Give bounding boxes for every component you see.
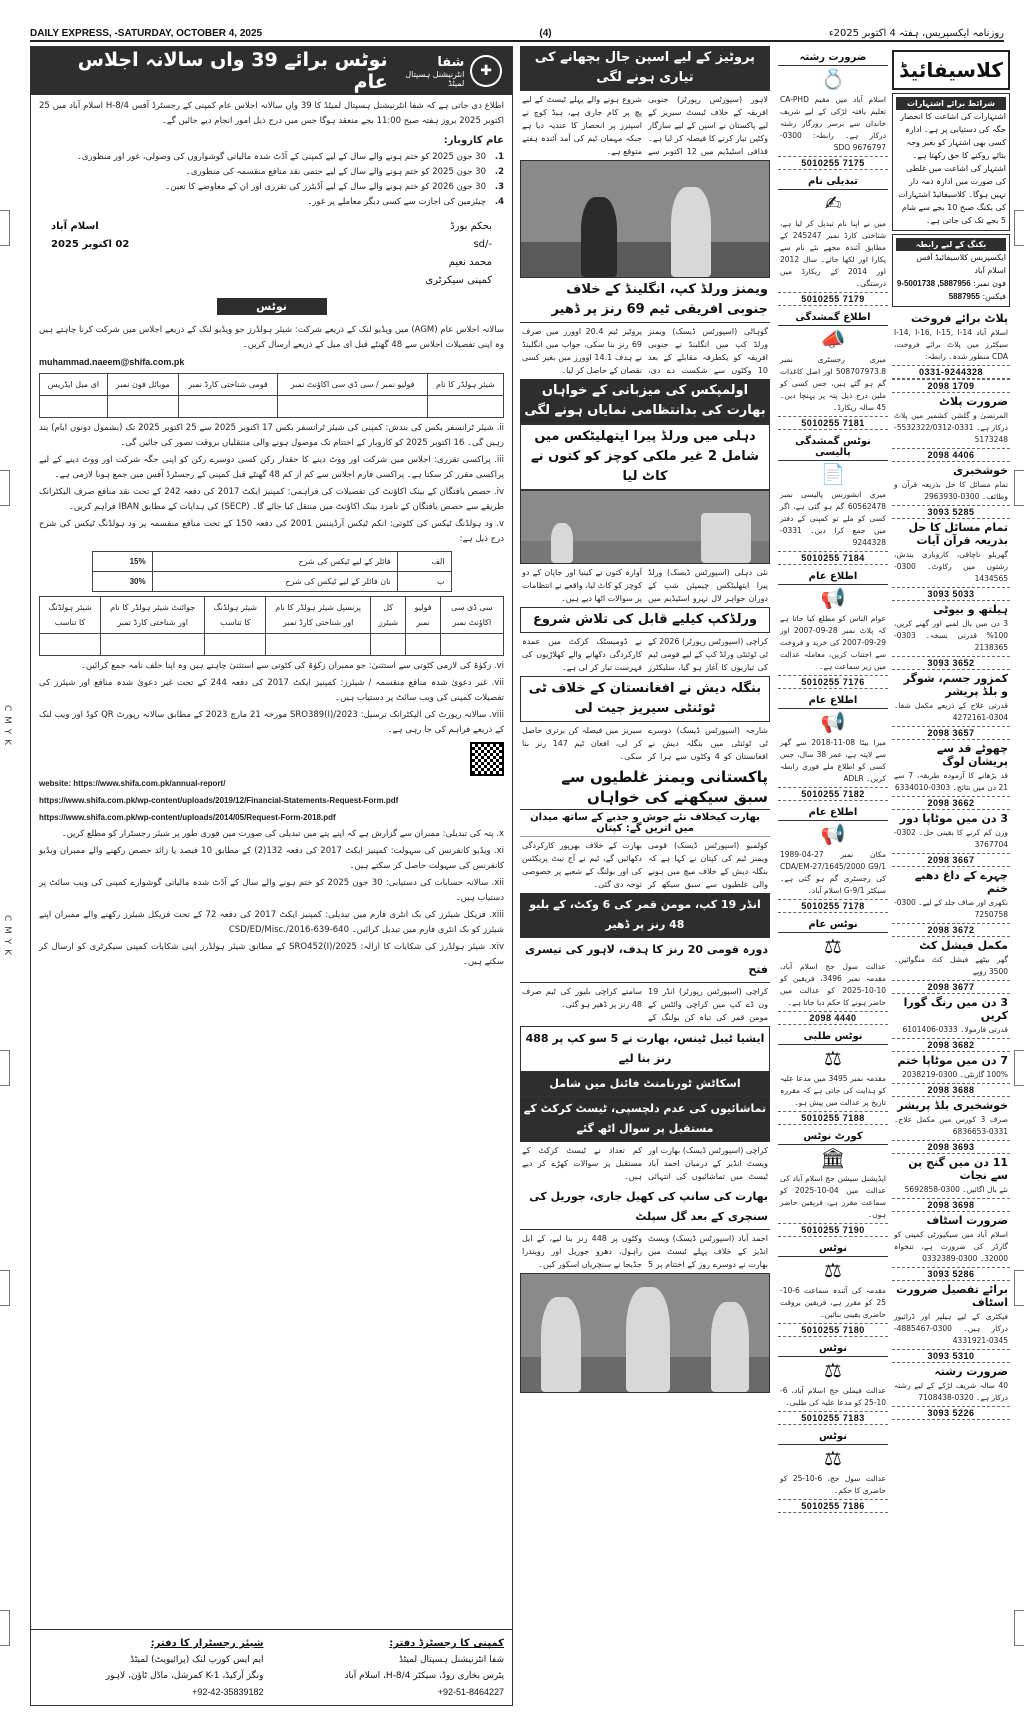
- ad-title: تمام مسائل کا حل بذریعہ قرآن آیات: [908, 521, 1008, 547]
- notes-paragraph: iii. پراکسی تقرری: اجلاس میں شرکت اور ووٹ دینے کا حقدار رکن کسی دوسرے رکن کو اپنی جگہ شرکت اور ووٹ دینے کے لیے پراکسی مقرر کر سکتا ہے۔ پراکسی فارم اجلاس سے کم از کم 48 گھنٹے قبل کمپنی کے رجسٹرڈ آفس میں جمع ہونا لازمی ہے۔: [39, 455, 504, 480]
- table-cell: [40, 396, 108, 418]
- ad-text: قدرتی علاج کے ذریعے مکمل شفا۔ 0304-4272161: [894, 701, 1008, 722]
- ad-number: 2098 4440: [778, 1011, 888, 1025]
- form-url-1[interactable]: https://www.shifa.com.pk/wp-content/uploads/2019/12/Financial-Statements-Request-Form.pdf: [39, 796, 399, 805]
- ad-category-icon: ⚖: [824, 934, 842, 958]
- ad-text: وزن کم کرنے کا یقینی حل۔ 0302-3767704: [894, 828, 1008, 849]
- notes-paragraph: x. پتہ کی تبدیلی: ممبران سے گزارش ہے کہ اپنے پتے میں تبدیلی کی صورت میں فوری طور پر شیئر رجسٹرار کو مطلع کریں۔: [61, 829, 504, 839]
- table-cell: [178, 396, 278, 418]
- ad-text: میرا بیٹا 08-11-2018 سے گھر سے لاپتہ ہے، عمر 38 سال، جس کسی کو اطلاع ملے فوری رابطہ کریں۔ ADLR: [780, 738, 886, 783]
- agm-notice: [30, 46, 513, 1706]
- ad-number: 5010255 7182: [778, 787, 888, 801]
- ad-text: نکھری اور صاف جلد کے لیے۔ 0300-7250758: [894, 898, 1008, 919]
- ad-category: تبدیلی نام: [778, 174, 888, 190]
- cmyk-mark: C M Y K: [2, 915, 12, 957]
- ad-category: نوٹس گمشدگی پالیسی: [778, 434, 888, 461]
- tax-key: ب: [397, 572, 451, 592]
- ad-number: 3093 5310: [892, 1349, 1010, 1363]
- ad-category: نوٹس عام: [778, 917, 888, 933]
- registrar-name: ایم ایس کورپ لنک (پرائیویٹ) لمیٹڈ: [130, 1655, 264, 1665]
- ad-number: 5010255 7184: [778, 551, 888, 565]
- company-phone: +92-51-8464227: [437, 1687, 504, 1697]
- ad-title: ضرورت رشتہ: [934, 1365, 1008, 1378]
- notice-date: 02 اکتوبر 2025: [51, 239, 130, 250]
- table-header-row: [40, 374, 504, 396]
- classified-ad: [892, 1154, 1010, 1212]
- tax-label: نان فائلر کے لیے ٹیکس کی شرح: [152, 572, 397, 592]
- ad-number: 2098 3667: [892, 853, 1010, 867]
- ad-title: چہرے کے داغ دھبے ختم: [914, 869, 1008, 895]
- ad-title: ضرورت اسٹاف: [926, 1214, 1008, 1227]
- table-cell: [40, 634, 101, 656]
- cricket-photo: [520, 160, 770, 278]
- table-header-cell: جوائنٹ شیئر ہولڈر کا نام اور شناختی کارڈ نمبر: [101, 597, 205, 634]
- article-body: کراچی (اسپورٹس رپورٹر) انڈر 19 ون ڈے کپ میں کراچی وائٹس کے مومن قمر کی تباہ کن بولنگ کے سامنے کراچی بلیوز کی ٹیم صرف 48 رنز پر ڈھیر ہو گئی۔: [522, 987, 768, 1022]
- headline: ویمنز ورلڈ کپ، انگلینڈ کے خلاف جنوبی افریقی ٹیم 69 رنز پر ڈھیر: [520, 278, 770, 323]
- ad-category-icon: 📢: [820, 710, 846, 734]
- ad-number: 2098 3682: [892, 1038, 1010, 1052]
- ad-number: 5010255 7175: [778, 156, 888, 170]
- classified-ad: [778, 174, 888, 306]
- ad-text: مقدمہ کی آئندہ سماعت 6-10-25 کو مقرر ہے، فریقین بروقت حاضری یقینی بنائیں۔: [780, 1286, 886, 1319]
- contact-email[interactable]: muhammad.naeem@shifa.com.pk: [39, 357, 185, 367]
- booking-heading: بکنگ کے لیے رابطہ: [896, 238, 1006, 251]
- classified-ad: [778, 569, 888, 689]
- ad-title: 3 دن میں موٹاپا دور: [899, 812, 1008, 825]
- registration-table: [39, 373, 504, 418]
- classified-ad: [892, 810, 1010, 867]
- ad-title: 11 دن میں گنج پن سے نجات: [908, 1156, 1008, 1182]
- ad-number: 5010255 7178: [778, 899, 888, 913]
- headline: بنگلہ دیش نے افغانستان کے خلاف ٹی ٹوئنٹی سیریز جیت لی: [520, 676, 770, 722]
- ad-category-icon: 📣: [820, 327, 846, 351]
- form-url-2[interactable]: https://www.shifa.com.pk/wp-content/uploads/2014/05/Request-Form-2018.pdf: [39, 813, 336, 822]
- fax-label: فیکس:: [982, 292, 1006, 301]
- table-header-cell: قومی شناختی کارڈ نمبر: [178, 374, 278, 396]
- logo-subtitle: انٹرنیشنل ہسپتال لمیٹڈ: [405, 69, 465, 88]
- website-line[interactable]: [39, 776, 504, 791]
- ad-number: 5010255 7181: [778, 416, 888, 430]
- ad-number: 5010255 7179: [778, 292, 888, 306]
- phone-label: فون نمبر:: [973, 279, 1006, 288]
- ad-number: 5010255 7188: [778, 1111, 888, 1125]
- cricket-celebration-photo: [520, 1273, 770, 1393]
- article-body: کولمبو (اسپورٹس ڈیسک) قومی ویمنز ٹیم کی کپتان نے کہا ہے کہ بنگلہ دیش کے خلاف میچ میں ہونے والی غلطیوں سے سبق سیکھ کر بھارت کے خلاف بھرپور کارکردگی دکھائیں گے، ٹیم نے آج نیٹ پریکٹس کی اور بولنگ کے شعبے پر خصوصی توجہ دی گئی۔: [522, 841, 768, 889]
- ad-text: عدالت سول جج اسلام آباد، مقدمہ نمبر 3496، فریقین کو 10-10-2025 کو عدالت میں حاضر ہونے کا حکم دیا جاتا ہے۔: [780, 962, 886, 1007]
- company-office-heading: کمپنی کا رجسٹرڈ دفتر:: [389, 1638, 504, 1649]
- classified-ad: [892, 670, 1010, 740]
- ad-category: اطلاع عام: [778, 805, 888, 821]
- by-order: بحکم بورڈ: [450, 221, 492, 232]
- agenda-number: 2.: [494, 167, 504, 177]
- ad-title: خوشخبری بلڈ پریشر: [897, 1099, 1008, 1112]
- header-date-ur: روزنامہ ایکسپریس، ہفتہ 4 اکتوبر 2025ء: [828, 27, 1004, 39]
- booking-box: [892, 234, 1010, 307]
- ad-number: 3093 5285: [892, 505, 1010, 519]
- classified-ad: [892, 994, 1010, 1052]
- classified-ad: [778, 1341, 888, 1425]
- ad-text: نئے بال اگائیں۔ 0300-5692858: [904, 1185, 1008, 1194]
- ad-text: مکان نمبر 27-04-1989 CDA/EM-27/1645/2000 G9/1 کی رجسٹری گم ہو گئی ہے۔ سیکٹر G-9/1 اسلام آباد۔: [780, 850, 886, 895]
- registrar-office: [31, 1630, 272, 1705]
- table-header-cell: شیئر ہولڈر کا نام: [427, 374, 503, 396]
- registration-mark: [1014, 1270, 1024, 1306]
- ad-category-icon: ⚖: [824, 1358, 842, 1382]
- website-label: website:: [39, 779, 72, 788]
- ad-text: صرف 3 کورس میں مکمل علاج۔ 0331-6836653: [894, 1115, 1009, 1136]
- notes-paragraph: vi. زکوٰۃ کی لازمی کٹوتی سے استثنیٰ: جو ممبران زکوٰۃ کی کٹوتی سے استثنیٰ چاہتے ہیں وہ اپنا حلف نامہ جمع کرائیں۔: [80, 661, 504, 671]
- stray-dogs-photo: [520, 490, 770, 564]
- ad-text: میری رجسٹری نمبر 508707973.8 اور اصل کاغذات گم ہو گئے ہیں، جس کسی کو ملیں درج ذیل پتہ پر پہنچا دیں۔ 45 سالہ ریکارڈ۔: [780, 355, 886, 412]
- ad-number: 2098 1709: [892, 379, 1010, 393]
- ad-title: ہیلتھ و بیوٹی: [933, 603, 1008, 616]
- ad-number: 5010255 7176: [778, 675, 888, 689]
- notes-paragraph: xiii. فزیکل شیئرز کی بک انٹری فارم میں تبدیلی: کمپنیز ایکٹ 2017 کی دفعہ 72 کے تحت فزیکل شیئرز رکھنے والے ممبران اپنے شیئرز کو بک انٹری فارم میں تبدیل کرائیں۔ CSD/ED/Misc./2016-639-640: [39, 910, 505, 935]
- notes-paragraph: iv. حصص یافتگان کے بینک اکاؤنٹ کی تفصیلات کی فراہمی: کمپنیز ایکٹ 2017 کی دفعہ 242 کے تحت نقد منافع صرف الیکٹرانک طریقے سے حصص یافتگان کے نامزد بینک اکاؤنٹ میں منتقل کیا جائے گا۔ (SECP) کی ہدایات کے مطابق IBAN فراہم کریں۔: [39, 487, 504, 512]
- ad-number: 2098 3662: [892, 796, 1010, 810]
- ad-text: قدرتی فارمولا۔ 0333-6101406: [902, 1025, 1008, 1034]
- signature-block: [31, 214, 512, 294]
- classified-ad: [892, 1363, 1010, 1420]
- signed: sd/-: [473, 239, 492, 250]
- classified-ad: [778, 917, 888, 1025]
- newspaper-page: [30, 46, 1010, 1706]
- registrar-heading: شیئر رجسٹرار کا دفتر:: [150, 1638, 264, 1649]
- table-cell: [101, 634, 205, 656]
- notes-paragraphs: [39, 659, 504, 738]
- ad-number: 3093 5286: [892, 1267, 1010, 1281]
- classified-ad: [892, 393, 1010, 462]
- article-body: کراچی (اسپورٹس رپورٹر) 2026 کے ٹی ٹوئنٹی ورلڈ کپ کے لیے قومی ٹیم کی تیاریوں کا آغاز ہو گیا، سلیکٹرز نے ڈومیسٹک کرکٹ میں عمدہ کارکردگی دکھانے والے کھلاڑیوں کی فہرست تیار کر لی ہے۔: [522, 637, 768, 672]
- ad-category-icon: ⚖: [824, 1258, 842, 1282]
- secretary-title: کمپنی سیکرٹری: [425, 275, 492, 286]
- company-name: شفا انٹرنیشنل ہسپتال لمیٹڈ: [398, 1655, 504, 1665]
- classified-ad: [892, 740, 1010, 810]
- table-header-cell: موبائل فون نمبر: [107, 374, 178, 396]
- table-cell: [440, 634, 503, 656]
- classified-ad: [778, 693, 888, 801]
- ad-number: 5010255 7180: [778, 1323, 888, 1337]
- ad-text: 3 دن میں بال لمبے اور گھنے کریں، 100% قدرتی نسخہ۔ 0303-2138365: [894, 619, 1008, 652]
- notice-footer: [31, 1629, 512, 1705]
- classified-column: [778, 46, 1010, 1706]
- classified-ad: [778, 50, 888, 170]
- table-header-cell: کل شیئرز: [371, 597, 406, 634]
- ad-text: عدالت سول جج، 6-10-25 کو حاضری کا حکم۔: [780, 1474, 886, 1495]
- notes-paragraphs: [39, 827, 504, 970]
- ad-title: ضرورت پلاٹ: [938, 395, 1008, 408]
- notice-title: نوٹس برائے 39 واں سالانہ اجلاس عام: [77, 49, 388, 93]
- agenda-text: 30 جون 2025 کو ختم ہونے والے سال کے لیے حتمی نقد منافع منقسمہ کی منظوری۔: [185, 167, 486, 177]
- ad-number: 5010255 7186: [778, 1499, 888, 1513]
- classified-ad: [892, 601, 1010, 670]
- booking-phone: 5887956, 5001738-9: [896, 279, 971, 288]
- table-header-cell: فولیو نمبر: [406, 597, 440, 634]
- classified-right: [892, 46, 1010, 1706]
- classified-ad: [778, 1029, 888, 1125]
- classified-ad: [778, 1129, 888, 1237]
- ad-category-icon: 📢: [820, 822, 846, 846]
- classified-left: [778, 46, 888, 1706]
- ad-text: ایڈیشنل سیشن جج اسلام آباد کی عدالت میں 04-10-2025 کو سماعت مقرر ہے، فریقین حاضر ہوں۔: [780, 1174, 886, 1219]
- ad-category: نوٹس: [778, 1429, 888, 1445]
- ad-category-icon: 💍: [820, 67, 846, 91]
- table-row: [40, 396, 504, 418]
- rates-text: اشتہارات کی اشاعت کا انحصار جگہ کی دستیابی پر ہے۔ ادارہ کسی بھی اشتہار کو بغیر وجہ بتائے روکنے کا حق رکھتا ہے۔ اشتہار کی اشاعت میں غلطی کی صورت میں ادارہ ذمہ دار نہیں ہوگا۔ کلاسیفائیڈ اشتہارات کی بکنگ صبح 10 بجے سے شام 5 بجے تک کی جاتی ہے۔: [898, 112, 1006, 225]
- table-cell: [406, 634, 440, 656]
- registration-mark: [0, 210, 10, 246]
- table-cell: [107, 396, 178, 418]
- registration-mark: [0, 1610, 10, 1646]
- qr-code-icon[interactable]: [470, 742, 504, 776]
- headline: بھارت کی سانپ کی کھیل جاری، جوریل کی سنچری کے بعد گل سپلٹ: [520, 1185, 770, 1230]
- agenda-text: چیئرمین کی اجازت سے کسی دیگر معاملے پر غور۔: [307, 197, 486, 207]
- booking-text: ایکسپریس کلاسیفائیڈ آفس اسلام آباد: [916, 253, 1006, 275]
- ad-category-icon: 🏛: [820, 1146, 846, 1170]
- ad-category: اطلاع گمشدگی: [778, 310, 888, 326]
- tax-value: 30%: [92, 572, 152, 592]
- agenda-item: [39, 195, 504, 210]
- article-body: گوہاٹی (اسپورٹس ڈیسک) ویمنز ورلڈ کپ میں انگلینڈ نے جنوبی افریقہ کو یکطرفہ مقابلے کے بعد 10 وکٹوں سے شکست دے دی، پروٹیز ٹیم 20.4 اوورز میں صرف 69 رنز بنا سکی، جواب میں انگلینڈ نے ہدف 14.1 اوورز میں بغیر کسی نقصان کے حاصل کر لیا۔: [522, 327, 768, 375]
- classified-ad: [892, 1281, 1010, 1363]
- agenda-title: عام کاروبار:: [443, 135, 504, 146]
- table-header-row: [40, 597, 504, 634]
- company-office: [272, 1630, 513, 1705]
- ad-text: اسلام آباد میں مقیم CA-PHD تعلیم یافتہ لڑکی کے لیے شریف خاندان سے برسر روزگار رشتہ درکار ہے۔ رابطہ: 0300-9676797 SDO: [780, 95, 886, 152]
- ad-category: کورٹ نوٹس: [778, 1129, 888, 1145]
- registrar-address: ونگز آرکیڈ، K-1 کمرشل، ماڈل ٹاؤن، لاہور: [105, 1671, 264, 1681]
- ad-category: نوٹس: [778, 1241, 888, 1257]
- agenda-list: [39, 150, 504, 210]
- ad-text: میری انشورنس پالیسی نمبر 60562478 گم ہو گئی ہے، اگر کسی کو ملے تو کمپنی کے دفتر میں جمع کرا دیں۔ 0331-9244328: [780, 490, 886, 547]
- ad-text: اسلام آباد میں سیکیورٹی کمپنی کو گارڈز کی ضرورت ہے، تنخواہ 32000۔ 0300-0332389: [894, 1230, 1008, 1263]
- ad-number: 2098 3672: [892, 923, 1010, 937]
- cmyk-mark: C M Y K: [2, 705, 12, 747]
- tax-key: الف: [397, 552, 451, 572]
- agenda-number: 3.: [494, 182, 504, 192]
- notes-paragraph: xii. سالانہ حسابات کی دستیابی: 30 جون 2025 کو ختم ہونے والے سال کے آڈٹ شدہ مالیاتی گوشوارے کمپنی کی ویب سائٹ پر دستیاب ہیں۔: [39, 878, 505, 903]
- headline: پروٹیز کے لیے اسپن جال بچھانے کی تیاری ہونے لگی: [520, 46, 770, 91]
- ad-title: 3 دن میں رنگ گورا کریں: [903, 996, 1008, 1022]
- ad-number: 2098 3693: [892, 1140, 1010, 1154]
- classified-ad: [778, 1241, 888, 1337]
- logo-emblem-icon: ✚: [470, 55, 502, 87]
- notes-paragraphs: [39, 421, 504, 547]
- ad-category: اطلاع عام: [778, 569, 888, 585]
- article-body: نئی دہلی (اسپورٹس ڈیسک) ورلڈ پیرا ایتھلیٹکس چیمپئن شپ کے دوران جواہر لال نہرو اسٹیڈیم میں آوارہ کتوں نے کینیا اور جاپان کے دو کوچز کو کاٹ لیا، واقعے نے انتظامات پر سوالات اٹھا دیے ہیں۔: [522, 568, 768, 603]
- tax-label: فائلر کے لیے ٹیکس کی شرح: [152, 552, 397, 572]
- agenda-item: [39, 150, 504, 165]
- agenda-item: [39, 180, 504, 195]
- headline: انڈر 19 کپ، مومن قمر کی 6 وکٹ، کے بلیو 48 رنز پر ڈھیر: [520, 893, 770, 938]
- headline: تماشائیوں کی عدم دلچسپی، ٹیسٹ کرکٹ کے مستقبل پر سوال اٹھ گئے: [520, 1097, 770, 1142]
- registration-mark: [1014, 210, 1024, 246]
- registration-mark: [0, 1270, 10, 1306]
- classified-ad: [892, 519, 1010, 601]
- rates-box: [892, 93, 1010, 231]
- ad-number: 3093 5226: [892, 1406, 1010, 1420]
- classified-ad: [778, 805, 888, 913]
- table-row: [40, 634, 504, 656]
- page-number: (4): [539, 27, 552, 39]
- ad-text: اسلام آباد I-14, I-16, I-15, I-14 سیکٹرز میں پلاٹ برائے فروخت، CDA منظور شدہ۔ رابطہ:: [894, 328, 1008, 361]
- registration-mark: [0, 1050, 10, 1086]
- agenda-number: 4.: [494, 197, 504, 207]
- ad-text: تمام مسائل کا حل بذریعہ قرآن و وظائف۔ 0300-2963930: [894, 480, 1008, 501]
- table-cell: [278, 396, 427, 418]
- article-body: کراچی (اسپورٹس ڈیسک) بھارت اور ویسٹ انڈیز کے درمیان احمد آباد ٹیسٹ میں تماشائیوں کی انتہائی کم تعداد نے ٹیسٹ کرکٹ کے مستقبل پر سوالات کھڑے کر دیے ہیں۔: [522, 1146, 768, 1181]
- registration-mark: [1014, 470, 1024, 506]
- ad-text: عدالت فیملی جج اسلام آباد، 6-10-25 کو مدعا علیہ کی طلبی۔: [780, 1386, 886, 1407]
- agenda-item: [39, 165, 504, 180]
- joint-holder-table: [39, 596, 504, 656]
- ad-number: 3093 3652: [892, 656, 1010, 670]
- ad-number: 2098 3657: [892, 726, 1010, 740]
- header-date-en: DAILY EXPRESS, -SATURDAY, OCTOBER 4, 2025: [30, 27, 263, 39]
- notes-body: [31, 319, 512, 976]
- registration-mark: [0, 470, 10, 506]
- classified-ad: [778, 310, 888, 430]
- ad-text: فیکٹری کے لیے ہیلپر اور ڈرائیور درکار ہیں۔ 0300-4885467-0345-4331921: [894, 1312, 1008, 1345]
- article-body: شارجہ (اسپورٹس ڈیسک) دوسرے ٹی ٹوئنٹی میں بنگلہ دیش نے افغانستان کو 4 وکٹوں سے ہرا کر سیریز میں فیصلہ کن برتری حاصل کر لی، افغان ٹیم 147 رنز بنا سکی۔: [522, 726, 769, 761]
- ad-category-icon: 📢: [820, 586, 846, 610]
- headline: دہلی میں ورلڈ پیرا ایتھلیٹکس میں شامل 2 غیر ملکی کوچز کو کتوں نے کاٹ لیا: [520, 424, 770, 490]
- logo-name: شفا: [437, 54, 465, 70]
- classified-ad: [892, 1097, 1010, 1154]
- classified-ad: [892, 462, 1010, 519]
- notes-paragraph: ii. شیئر ٹرانسفر بکس کی بندش: کمپنی کی شیئر ٹرانسفر بکس 17 اکتوبر 2025 سے 25 اکتوبر 2025 تک (بشمول دونوں ایام) بند رہیں گی۔ 16 اکتوبر 2025 کو کاروبار کے اختتام تک موصول ہونے والی منتقلیاں بروقت تصور کی جائیں گی۔: [39, 423, 505, 448]
- headline: ورلڈکپ کیلیے قابل کی تلاش شروع: [520, 607, 770, 633]
- classified-ad: [892, 937, 1010, 994]
- table-header-cell: سی ڈی سی اکاؤنٹ نمبر: [440, 597, 503, 634]
- ad-text: گھر بیٹھے فیشل کٹ منگوائیں۔ 3500 روپے: [894, 955, 1008, 976]
- headline: اسکاٹش ٹورنامنٹ فائنل میں شامل: [520, 1072, 770, 1097]
- ad-category: نوٹس طلبی: [778, 1029, 888, 1045]
- ad-text: المرتضیٰ و گلشن کشمیر میں پلاٹ درکار ہے۔ 0331-5532322/0312-5173248: [894, 411, 1008, 444]
- rates-heading: شرائط برائے اشتہارات: [896, 97, 1006, 110]
- headline: پاکستانی ویمنز غلطیوں سے سبق سیکھنے کی خواہاں: [520, 765, 770, 810]
- page-header: [30, 26, 1004, 42]
- classified-title: کلاسیفائیڈ: [892, 50, 1010, 90]
- ad-title: مکمل فیشل کٹ: [919, 939, 1008, 952]
- agenda-text: 30 جون 2026 کو ختم ہونے والے سال کے لیے آڈیٹرز کی تقرری اور ان کے معاوضے کا تعین۔: [165, 182, 486, 192]
- ad-title: پلاٹ برائے فروخت: [911, 312, 1008, 325]
- table-cell: [371, 634, 406, 656]
- notice-city: اسلام آباد: [51, 221, 99, 232]
- classified-ad: [778, 1429, 888, 1513]
- classified-ad: [892, 1212, 1010, 1281]
- notes-paragraph: xiv. شیئر ہولڈرز کی شکایات کا ازالہ: SRO452(I)/2025 کے مطابق شیئر ہولڈرز اپنی شکایات کمپنی سیکرٹری کو ارسال کر سکتے ہیں۔: [39, 942, 504, 967]
- notes-intro: سالانہ اجلاس عام (AGM) میں ویڈیو لنک کے ذریعے شرکت: شیئر ہولڈرز جو ویڈیو لنک کے ذریعے اجلاس میں شرکت کرنا چاہتے ہیں وہ اپنی تفصیلات اجلاس سے 48 گھنٹے قبل ای میل کے ذریعے ارسال کریں۔: [39, 325, 504, 350]
- website-url: https://www.shifa.com.pk/annual-report/: [73, 779, 226, 788]
- ad-text: 100% گارنٹی۔ 0300-2038219: [902, 1070, 1008, 1079]
- tax-value: 15%: [92, 552, 152, 572]
- table-header-cell: شیئر ہولڈنگ کا تناسب: [40, 597, 101, 634]
- headline: ایشیا ٹیبل ٹینس، بھارت نے 5 سو کپ پر 488 رنز بنا لیے: [520, 1026, 770, 1072]
- table-row: [92, 552, 451, 572]
- classified-ad: [892, 867, 1010, 937]
- ad-title: چھوٹے قد سے پریشان لوگ: [936, 742, 1008, 768]
- subheadline: بھارت کیخلاف نئے جوش و جذبے کے ساتھ میدان میں اتریں گے: کپتان: [520, 810, 770, 837]
- table-cell: [427, 396, 503, 418]
- ad-category: اطلاع عام: [778, 693, 888, 709]
- ad-category-icon: ✍: [824, 191, 842, 215]
- ad-number: 2098 3677: [892, 980, 1010, 994]
- ad-title: برائے تفصیل ضرورت اسٹاف: [896, 1283, 1008, 1309]
- article-body: احمد آباد (اسپورٹس ڈیسک) ویسٹ انڈیز کے خلاف پہلے ٹیسٹ میں بھارت نے دوسرے روز کے اختتام پر 5 وکٹوں پر 448 رنز بنا لیے، کے ایل راہول، دھرو جوریل اور رویندرا جڈیجا نے سنچریاں اسکور کیں۔: [522, 1234, 768, 1269]
- classified-ad: [778, 434, 888, 565]
- ad-category-icon: ⚖: [824, 1046, 842, 1070]
- table-cell: [266, 634, 371, 656]
- ad-category: ضرورت رشتہ: [778, 50, 888, 66]
- notice-body: [31, 95, 512, 214]
- tax-rate-table: [92, 551, 452, 592]
- company-address: پٹرس بخاری روڈ، سیکٹر H-8/4، اسلام آباد: [344, 1671, 504, 1681]
- table-header-cell: پرنسپل شیئر ہولڈر کا نام اور شناختی کارڈ نمبر: [266, 597, 371, 634]
- table-header-cell: فولیو نمبر / سی ڈی سی اکاؤنٹ نمبر: [278, 374, 427, 396]
- booking-fax: 5887955: [948, 292, 980, 301]
- registration-mark: [1014, 1610, 1024, 1646]
- ad-text: عوام الناس کو مطلع کیا جاتا ہے کہ پلاٹ نمبر 28-09-2007 اور 29-09-2007 کی خرید و فروخت سے اجتناب کریں، معاملہ عدالت میں زیر سماعت ہے۔: [780, 614, 886, 671]
- headline: دورہ قومی 20 رنز کا ہدف، لاہور کی تیسری فتح: [520, 938, 770, 983]
- classified-right-list: [892, 310, 1010, 1420]
- table-cell: [205, 634, 266, 656]
- ad-text: مقدمہ نمبر 3495 میں مدعا علیہ کو ہدایت کی جاتی ہے کہ مقررہ تاریخ پر عدالت میں پیش ہو۔: [780, 1074, 886, 1107]
- ad-category-icon: ⚖: [824, 1446, 842, 1470]
- ad-category: نوٹس: [778, 1341, 888, 1357]
- notes-paragraph: v. ود ہولڈنگ ٹیکس کی کٹوتی: انکم ٹیکس آرڈیننس 2001 کی دفعہ 150 کے تحت منافع منقسمہ پر ود ہولڈنگ ٹیکس کی شرح درج ذیل ہے:: [39, 519, 505, 544]
- headline: اولمپکس کی میزبانی کے خواہاں بھارت کی بدانتظامی نمایاں ہونے لگی: [520, 379, 770, 424]
- notice-header: [31, 47, 512, 95]
- ad-number: 2098 3698: [892, 1198, 1010, 1212]
- ad-number: 2098 4406: [892, 448, 1010, 462]
- ad-text: گھریلو ناچاقی، کاروباری بندش، رشتوں میں رکاوٹ۔ 0300-1434565: [894, 550, 1008, 583]
- shifa-logo: [388, 55, 502, 88]
- ad-number: 3093 5033: [892, 587, 1010, 601]
- notes-paragraph: viii. سالانہ رپورٹ کی الیکٹرانک ترسیل: SRO389(I)/2023 مورخہ 21 مارچ 2023 کے مطابق سالانہ رپورٹ QR کوڈ اور ویب لنک کے ذریعے فراہم کی جا رہی ہے۔: [39, 710, 505, 735]
- ad-text: قد بڑھانے کا آزمودہ طریقہ، 7 سے 21 دن میں نتائج۔ 0303-6334010: [894, 771, 1008, 792]
- notice-intro: اطلاع دی جاتی ہے کہ شفا انٹرنیشنل ہسپتال لمیٹڈ کا 39 واں سالانہ اجلاس عام کمپنی کے رجسٹرڈ آفس H-8/4 اسلام آباد میں 25 اکتوبر 2025 بروز ہفتہ صبح 11:00 بجے منعقد ہوگا جس میں درج ذیل امور انجام دیے جائیں گے۔: [39, 101, 504, 126]
- ad-text: 40 سالہ شریف لڑکے کے لیے رشتہ درکار ہے۔ 0320-7108438: [894, 1381, 1008, 1402]
- notes-paragraph: vii. غیر دعویٰ شدہ منافع منقسمہ / شیئرز: کمپنیز ایکٹ 2017 کی دفعہ 244 کے تحت غیر دعویٰ شدہ منافع اور شیئرز کی تفصیلات کمپنی کی ویب سائٹ پر دستیاب ہیں۔: [39, 678, 504, 703]
- classified-ad: [892, 1052, 1010, 1097]
- article-body: لاہور (سپورٹس رپورٹر) جنوبی افریقہ کے خلاف ٹیسٹ سیریز کے لیے پاکستان نے اسپن کے لیے سازگار وکٹیں تیار کرنے کا فیصلہ کر لیا ہے۔ قذافی اسٹیڈیم میں 12 اکتوبر سے شروع ہونے والے پہلے ٹیسٹ کے لیے پچ پر کام جاری ہے، ہیڈ کوچ نے اسپنرز پر انحصار کا عندیہ دیا ہے جبکہ مہمان ٹیم کی آمد آئندہ ہفتے متوقع ہے۔: [522, 95, 768, 156]
- ad-number: 5010255 7183: [778, 1411, 888, 1425]
- classified-ad: [892, 310, 1010, 393]
- registrar-phone: +92-42-35839182: [192, 1687, 264, 1697]
- ad-title: 7 دن میں موٹاپا ختم: [897, 1054, 1008, 1067]
- notes-paragraph: xi. ویڈیو کانفرنس کی سہولت: کمپنیز ایکٹ 2017 کی دفعہ 132(2) کے مطابق 10 فیصد یا زائد حصص رکھنے والے ممبران ویڈیو کانفرنس کی سہولت حاصل کر سکتے ہیں۔: [39, 846, 504, 871]
- ad-text: میں نے اپنا نام تبدیل کر لیا ہے، شناختی کارڈ نمبر 245247 کے مطابق آئندہ مجھے نئے نام سے پکارا اور لکھا جائے۔ سال 2012 اور 2014 کے ریکارڈ میں درستگی۔: [780, 219, 886, 288]
- table-header-cell: شیئر ہولڈنگ کا تناسب: [205, 597, 266, 634]
- ad-category-icon: 📄: [820, 462, 846, 486]
- ad-number: 2098 3688: [892, 1083, 1010, 1097]
- ad-title: خوشخبری: [953, 464, 1008, 477]
- sports-column: [520, 46, 770, 1706]
- ad-number: 5010255 7190: [778, 1223, 888, 1237]
- agenda-number: 1.: [494, 152, 504, 162]
- notes-label: نوٹس: [217, 298, 327, 315]
- ad-phone: 0331-9244328: [892, 365, 1010, 379]
- agenda-text: 30 جون 2025 کو ختم ہونے والے سال کے لیے کمپنی کے آڈٹ شدہ مالیاتی گوشواروں کی وصولی، غور اور منظوری۔: [76, 152, 486, 162]
- registration-mark: [1014, 1050, 1024, 1086]
- secretary-name: محمد نعیم: [448, 257, 492, 268]
- table-row: [92, 572, 451, 592]
- ad-title: کمزور جسم، شوگر و بلڈ پریشر: [903, 672, 1008, 698]
- table-header-cell: ای میل ایڈریس: [40, 374, 108, 396]
